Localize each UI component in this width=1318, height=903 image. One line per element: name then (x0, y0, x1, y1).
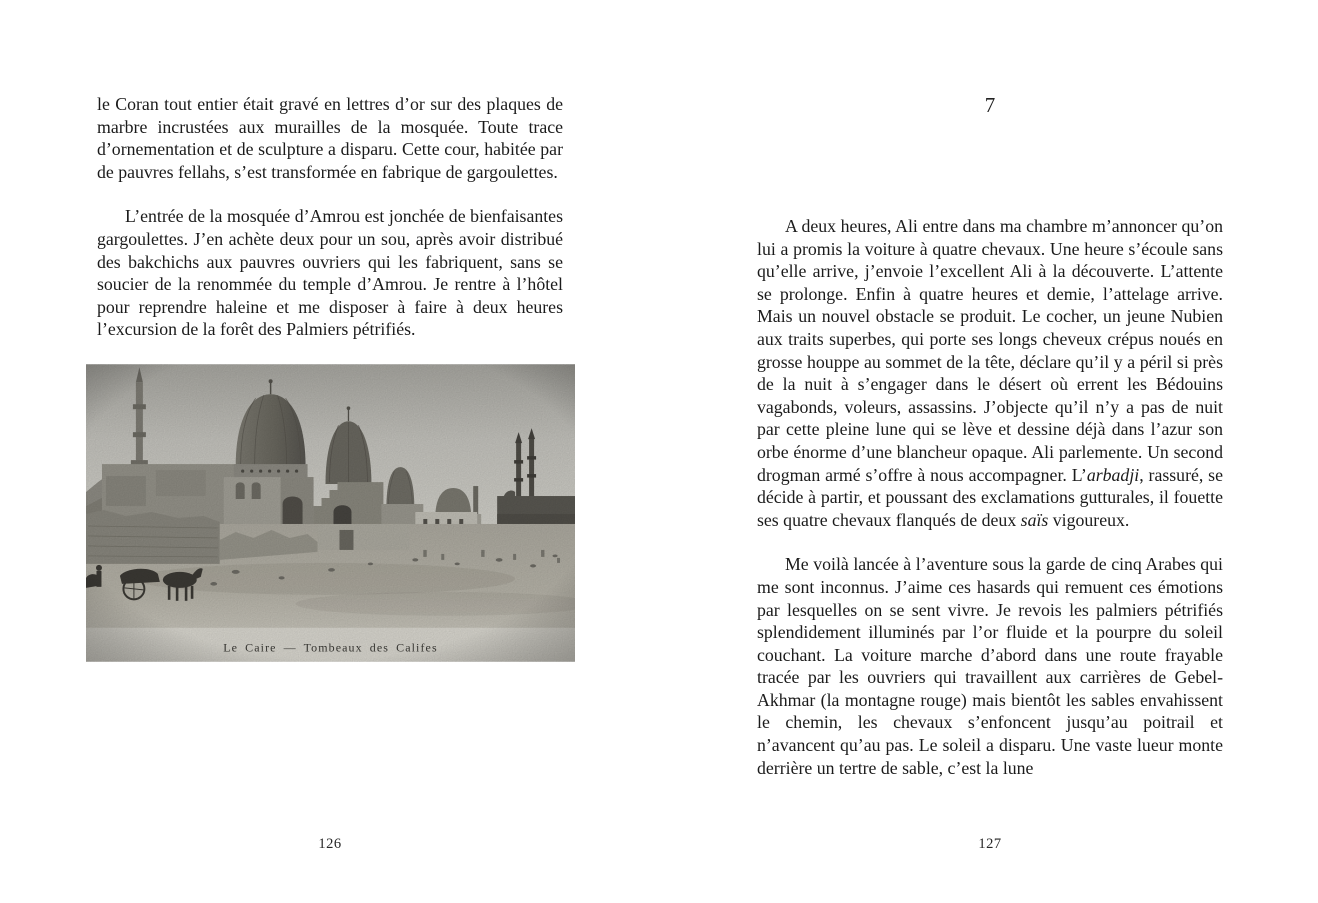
right-page (757, 0, 1223, 903)
page-number-left: 126 (318, 836, 342, 852)
paragraph: L’entrée de la mosquée d’Amrou est jonchée de bienfaisantes gargoulettes. J’en achète deux pour un sou, après avoir distribué des bakchichs aux pauvres ouvriers qui les fabriquent, sans se soucier de la renommée du temple d’Amrou. Je rentre à l’hôtel pour reprendre haleine et me disposer à faire à deux heures l’excursion de la forêt des Palmiers pétrifiés. (97, 206, 563, 340)
vintage-postcard-illustration (86, 364, 575, 662)
chapter-number: 7 (984, 93, 996, 117)
paragraph: le Coran tout entier était gravé en lettres d’or sur des plaques de marbre incrustées aux murailles de la mosquée. Toute trace d’ornementation et de sculpture a disparu. Cette cour, habitée par de pauvres fellahs, s’est transformée en fabrique de gargoulettes. (97, 94, 563, 182)
page-number-right: 127 (978, 836, 1002, 852)
paragraph: A deux heures, Ali entre dans ma chambre m’annoncer qu’on lui a promis la voiture à quatre chevaux. Une heure s’écoule sans qu’elle arrive, j’envoie l’excellent Ali à la découverte. L’attente se prolonge. Enfin à quatre heures et demie, l’attelage arrive. Mais un nouvel obstacle se produit. Le cocher, un jeune Nubien aux traits superbes, qui porte ses longs cheveux crépus noués en grosse houppe au sommet de la tête, déclare qu’il y a péril si près de la nuit à s’engager dans le désert où errent les Bédouins vagabonds, voleurs, assassins. J’objecte qu’il n’y a pas de nuit par cette pleine lune qui se lève et dessine déjà dans l’azur son orbe énorme d’une blancheur opaque. Ali parlemente. Un second drogman armé s’offre à nous accompagner. L’arbadji, rassuré, se décide à partir, et poussant des exclamations gutturales, il fouette ses quatre chevaux flanqués de deux saïs vigoureux. (757, 216, 1223, 530)
left-page (97, 0, 563, 903)
paragraph: Me voilà lancée à l’aventure sous la garde de cinq Arabes qui me sont inconnus. J’aime ces hasards qui remuent ces émotions par lesquelles on se sent vivre. Je revois les palmiers pétrifiés splendidement illuminés par l’or fluide et la pourpre du soleil couchant. La voiture marche d’abord dans une route frayable tracée par les ouvriers qui travaillent aux carrières de Gebel-Akhmar (la montagne rouge) mais bientôt les sables envahissent le chemin, les chevaux s’enfoncent jusqu’au poitrail et n’avancent qu’au pas. Le soleil a disparu. Une vaste lueur monte derrière un tertre de sable, c’est la lune (757, 554, 1223, 778)
cairo-tombs-photo (86, 364, 575, 662)
